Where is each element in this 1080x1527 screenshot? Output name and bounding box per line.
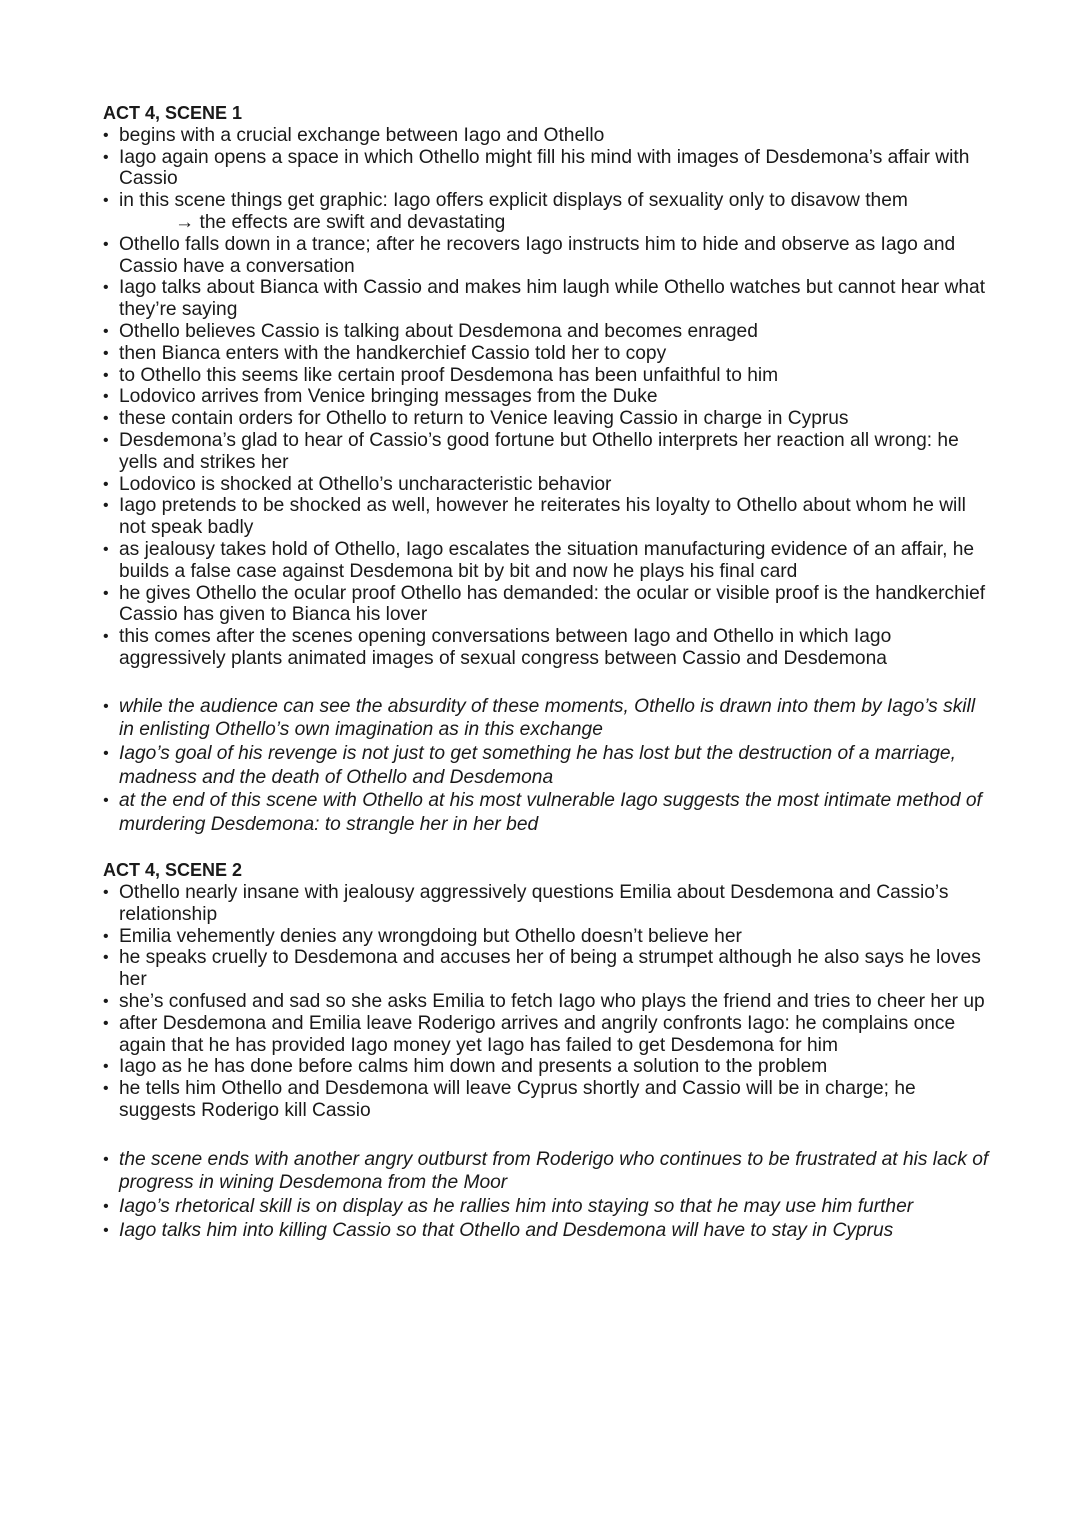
- list-item: • Iago pretends to be shocked as well, however he reiterates his loyalty to Othello about whom he will not speak badly: [103, 495, 993, 539]
- list-item: • after Desdemona and Emilia leave Roderigo arrives and angrily confronts Iago: he complains once again that he has provided Iago money yet Iago has failed to get Desdemona for him: [103, 1013, 993, 1057]
- list-item: • Othello nearly insane with jealousy aggressively questions Emilia about Desdemona and Cassio’s relationship: [103, 882, 993, 926]
- list-item: • Othello believes Cassio is talking about Desdemona and becomes enraged: [103, 321, 993, 343]
- list-item: • in this scene things get graphic: Iago offers explicit displays of sexuality only to disavow them → the effects are swift and devastating: [103, 190, 993, 234]
- scene2-heading: ACT 4, SCENE 2: [103, 860, 243, 881]
- list-item: • as jealousy takes hold of Othello, Iago escalates the situation manufacturing evidence of an affair, he builds a false case against Desdemona bit by bit and now he plays his final card: [103, 539, 993, 583]
- list-item: • while the audience can see the absurdity of these moments, Othello is drawn into them by Iago’s skill in enlisting Othello’s own imagination as in this exchange: [103, 695, 993, 742]
- list-item: • Iago again opens a space in which Othello might fill his mind with images of Desdemona’s affair with Cassio: [103, 147, 993, 191]
- list-item: • Iago talks him into killing Cassio so that Othello and Desdemona will have to stay in Cyprus: [103, 1219, 993, 1243]
- list-item: • Lodovico arrives from Venice bringing messages from the Duke: [103, 386, 993, 408]
- document-page: [103, 103, 993, 1242]
- list-item: • Iago talks about Bianca with Cassio and makes him laugh while Othello watches but cannot hear what they’re saying: [103, 277, 993, 321]
- scene1-heading: ACT 4, SCENE 1: [103, 103, 243, 123]
- list-item: • Iago’s rhetorical skill is on display as he rallies him into staying so that he may use him further: [103, 1195, 993, 1219]
- list-item: • he gives Othello the ocular proof Othello has demanded: the ocular or visible proof is the handkerchief Cassio has given to Bianca his lover: [103, 583, 993, 627]
- list-item: • the scene ends with another angry outburst from Roderigo who continues to be frustrated at his lack of progress in wining Desdemona from the Moor: [103, 1148, 993, 1195]
- list-item: • to Othello this seems like certain proof Desdemona has been unfaithful to him: [103, 365, 993, 387]
- list-item: • he speaks cruelly to Desdemona and accuses her of being a strumpet although he also says he loves her: [103, 947, 993, 991]
- sub-note: → the effects are swift and devastating: [175, 211, 506, 233]
- list-item: • Iago’s goal of his revenge is not just to get something he has lost but the destruction of a marriage, madness and the death of Othello and Desdemona: [103, 742, 993, 789]
- list-item: • these contain orders for Othello to return to Venice leaving Cassio in charge in Cyprus: [103, 408, 993, 430]
- list-item: • at the end of this scene with Othello at his most vulnerable Iago suggests the most intimate method of murdering Desdemona: to strangle her in her bed: [103, 789, 993, 836]
- scene1-commentary-list: [103, 695, 993, 837]
- list-item: • Emilia vehemently denies any wrongdoing but Othello doesn’t believe her: [103, 926, 993, 948]
- scene2-bullet-list: [103, 882, 993, 1122]
- list-item: • Lodovico is shocked at Othello’s uncharacteristic behavior: [103, 474, 993, 496]
- scene1-bullet-list: [103, 125, 993, 670]
- list-item: • he tells him Othello and Desdemona will leave Cyprus shortly and Cassio will be in charge; he suggests Roderigo kill Cassio: [103, 1078, 993, 1122]
- list-item: • Othello falls down in a trance; after he recovers Iago instructs him to hide and observe as Iago and Cassio have a conversation: [103, 234, 993, 278]
- list-item: • this comes after the scenes opening conversations between Iago and Othello in which Iago aggressively plants animated images of sexual congress between Cassio and Desdemona: [103, 626, 993, 670]
- list-item: • Desdemona’s glad to hear of Cassio’s good fortune but Othello interprets her reaction all wrong: he yells and strikes her: [103, 430, 993, 474]
- list-item: • Iago as he has done before calms him down and presents a solution to the problem: [103, 1056, 993, 1078]
- list-item: • she’s confused and sad so she asks Emilia to fetch Iago who plays the friend and tries to cheer her up: [103, 991, 993, 1013]
- list-item: • then Bianca enters with the handkerchief Cassio told her to copy: [103, 343, 993, 365]
- scene2-commentary-list: [103, 1148, 993, 1242]
- list-item: • begins with a crucial exchange between Iago and Othello: [103, 125, 993, 147]
